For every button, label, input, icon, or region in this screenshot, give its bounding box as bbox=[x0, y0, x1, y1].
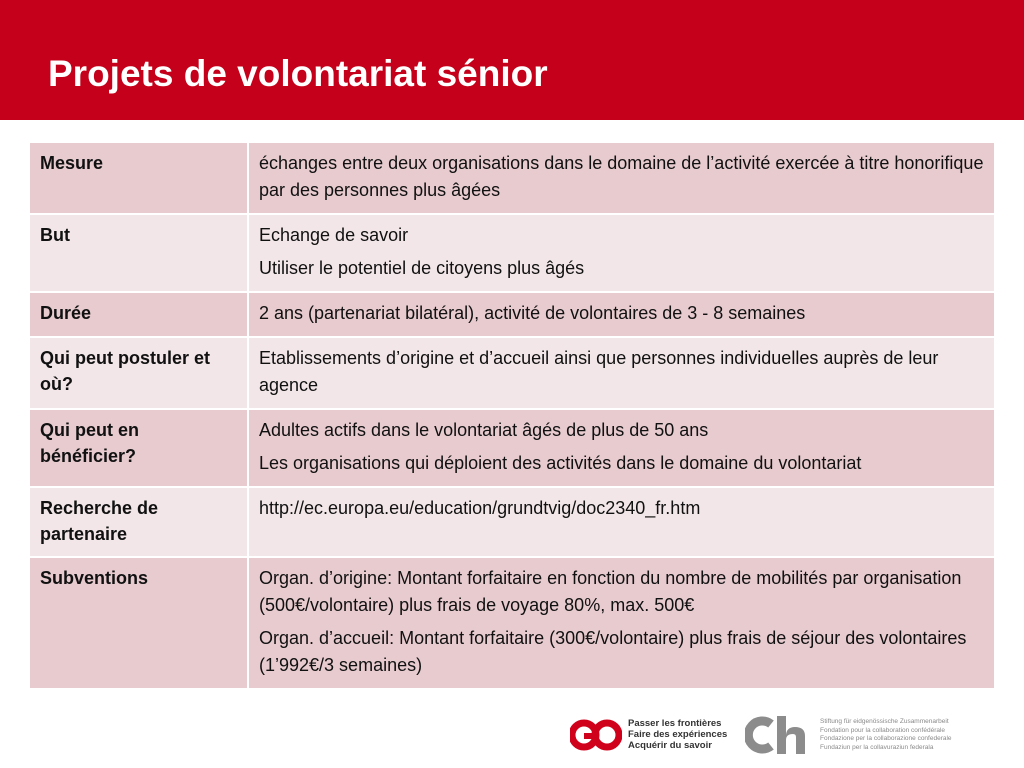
row-value-paragraph: échanges entre deux organisations dans le domaine de l’activité exercée à titre honorifique par des personnes plus âgées bbox=[259, 153, 984, 200]
row-value bbox=[248, 409, 995, 487]
table-row bbox=[29, 214, 995, 292]
row-value bbox=[248, 142, 995, 214]
row-value bbox=[248, 487, 995, 557]
row-value bbox=[248, 337, 995, 409]
row-value bbox=[248, 557, 995, 689]
table-row bbox=[29, 409, 995, 487]
row-value-paragraph: Les organisations qui déploient des activités dans le domaine du volontariat bbox=[259, 453, 862, 473]
ch-tagline bbox=[820, 718, 952, 752]
go-tagline-line: Faire des expériences bbox=[628, 729, 728, 740]
go-tagline-line: Passer les frontières bbox=[628, 718, 722, 729]
info-table bbox=[28, 141, 996, 690]
row-value-paragraph: Echange de savoir bbox=[259, 225, 409, 245]
row-label: But bbox=[29, 214, 248, 292]
ch-tagline-line: Fondazione per la collaborazione confederale bbox=[820, 735, 952, 742]
row-value-paragraph: Utiliser le potentiel de citoyens plus âgés bbox=[259, 258, 585, 278]
row-value bbox=[248, 292, 995, 337]
row-value-paragraph: Adultes actifs dans le volontariat âgés de plus de 50 ans bbox=[259, 420, 709, 440]
table-row bbox=[29, 487, 995, 557]
row-label: Qui peut en bénéficier? bbox=[29, 409, 248, 487]
title-bar bbox=[0, 0, 1024, 120]
ch-tagline-line: Fundaziun per la collavuraziun federala bbox=[820, 743, 934, 751]
row-value-paragraph: 2 ans (partenariat bilatéral), activité de volontaires de 3 - 8 semaines bbox=[259, 303, 806, 323]
table-row bbox=[29, 337, 995, 409]
row-label: Recherche de partenaire bbox=[29, 487, 248, 557]
row-label: Durée bbox=[29, 292, 248, 337]
footer-logos bbox=[570, 712, 960, 758]
ch-tagline-line: Fondation pour la collaboration confédérale bbox=[820, 726, 946, 734]
ch-tagline-line: Stiftung für eidgenössische Zusammenarbeit bbox=[820, 718, 949, 725]
go-tagline-line: Acquérir du savoir bbox=[628, 740, 712, 751]
row-label: Subventions bbox=[29, 557, 248, 689]
table-row bbox=[29, 292, 995, 337]
row-value-paragraph: http://ec.europa.eu/education/grundtvig/doc2340_fr.htm bbox=[259, 498, 701, 518]
table-row bbox=[29, 557, 995, 689]
go-tagline bbox=[628, 718, 727, 751]
ch-logo-icon bbox=[745, 714, 809, 756]
info-table-body bbox=[29, 142, 995, 689]
go-logo-icon bbox=[570, 716, 622, 754]
row-value bbox=[248, 214, 995, 292]
slide-title: Projets de volontariat sénior bbox=[48, 53, 548, 94]
table-row bbox=[29, 142, 995, 214]
row-value-paragraph: Organ. d’origine: Montant forfaitaire en fonction du nombre de mobilités par organisation (500€/volontaire) plus frais de voyage 80%, max. 500€ bbox=[259, 568, 962, 615]
row-label: Qui peut postuler et où? bbox=[29, 337, 248, 409]
row-label: Mesure bbox=[29, 142, 248, 214]
row-value-paragraph: Organ. d’accueil: Montant forfaitaire (300€/volontaire) plus frais de séjour des volontaires (1’992€/3 semaines) bbox=[259, 628, 967, 675]
row-value-paragraph: Etablissements d’origine et d’accueil ainsi que personnes individuelles auprès de leur agence bbox=[259, 348, 939, 395]
